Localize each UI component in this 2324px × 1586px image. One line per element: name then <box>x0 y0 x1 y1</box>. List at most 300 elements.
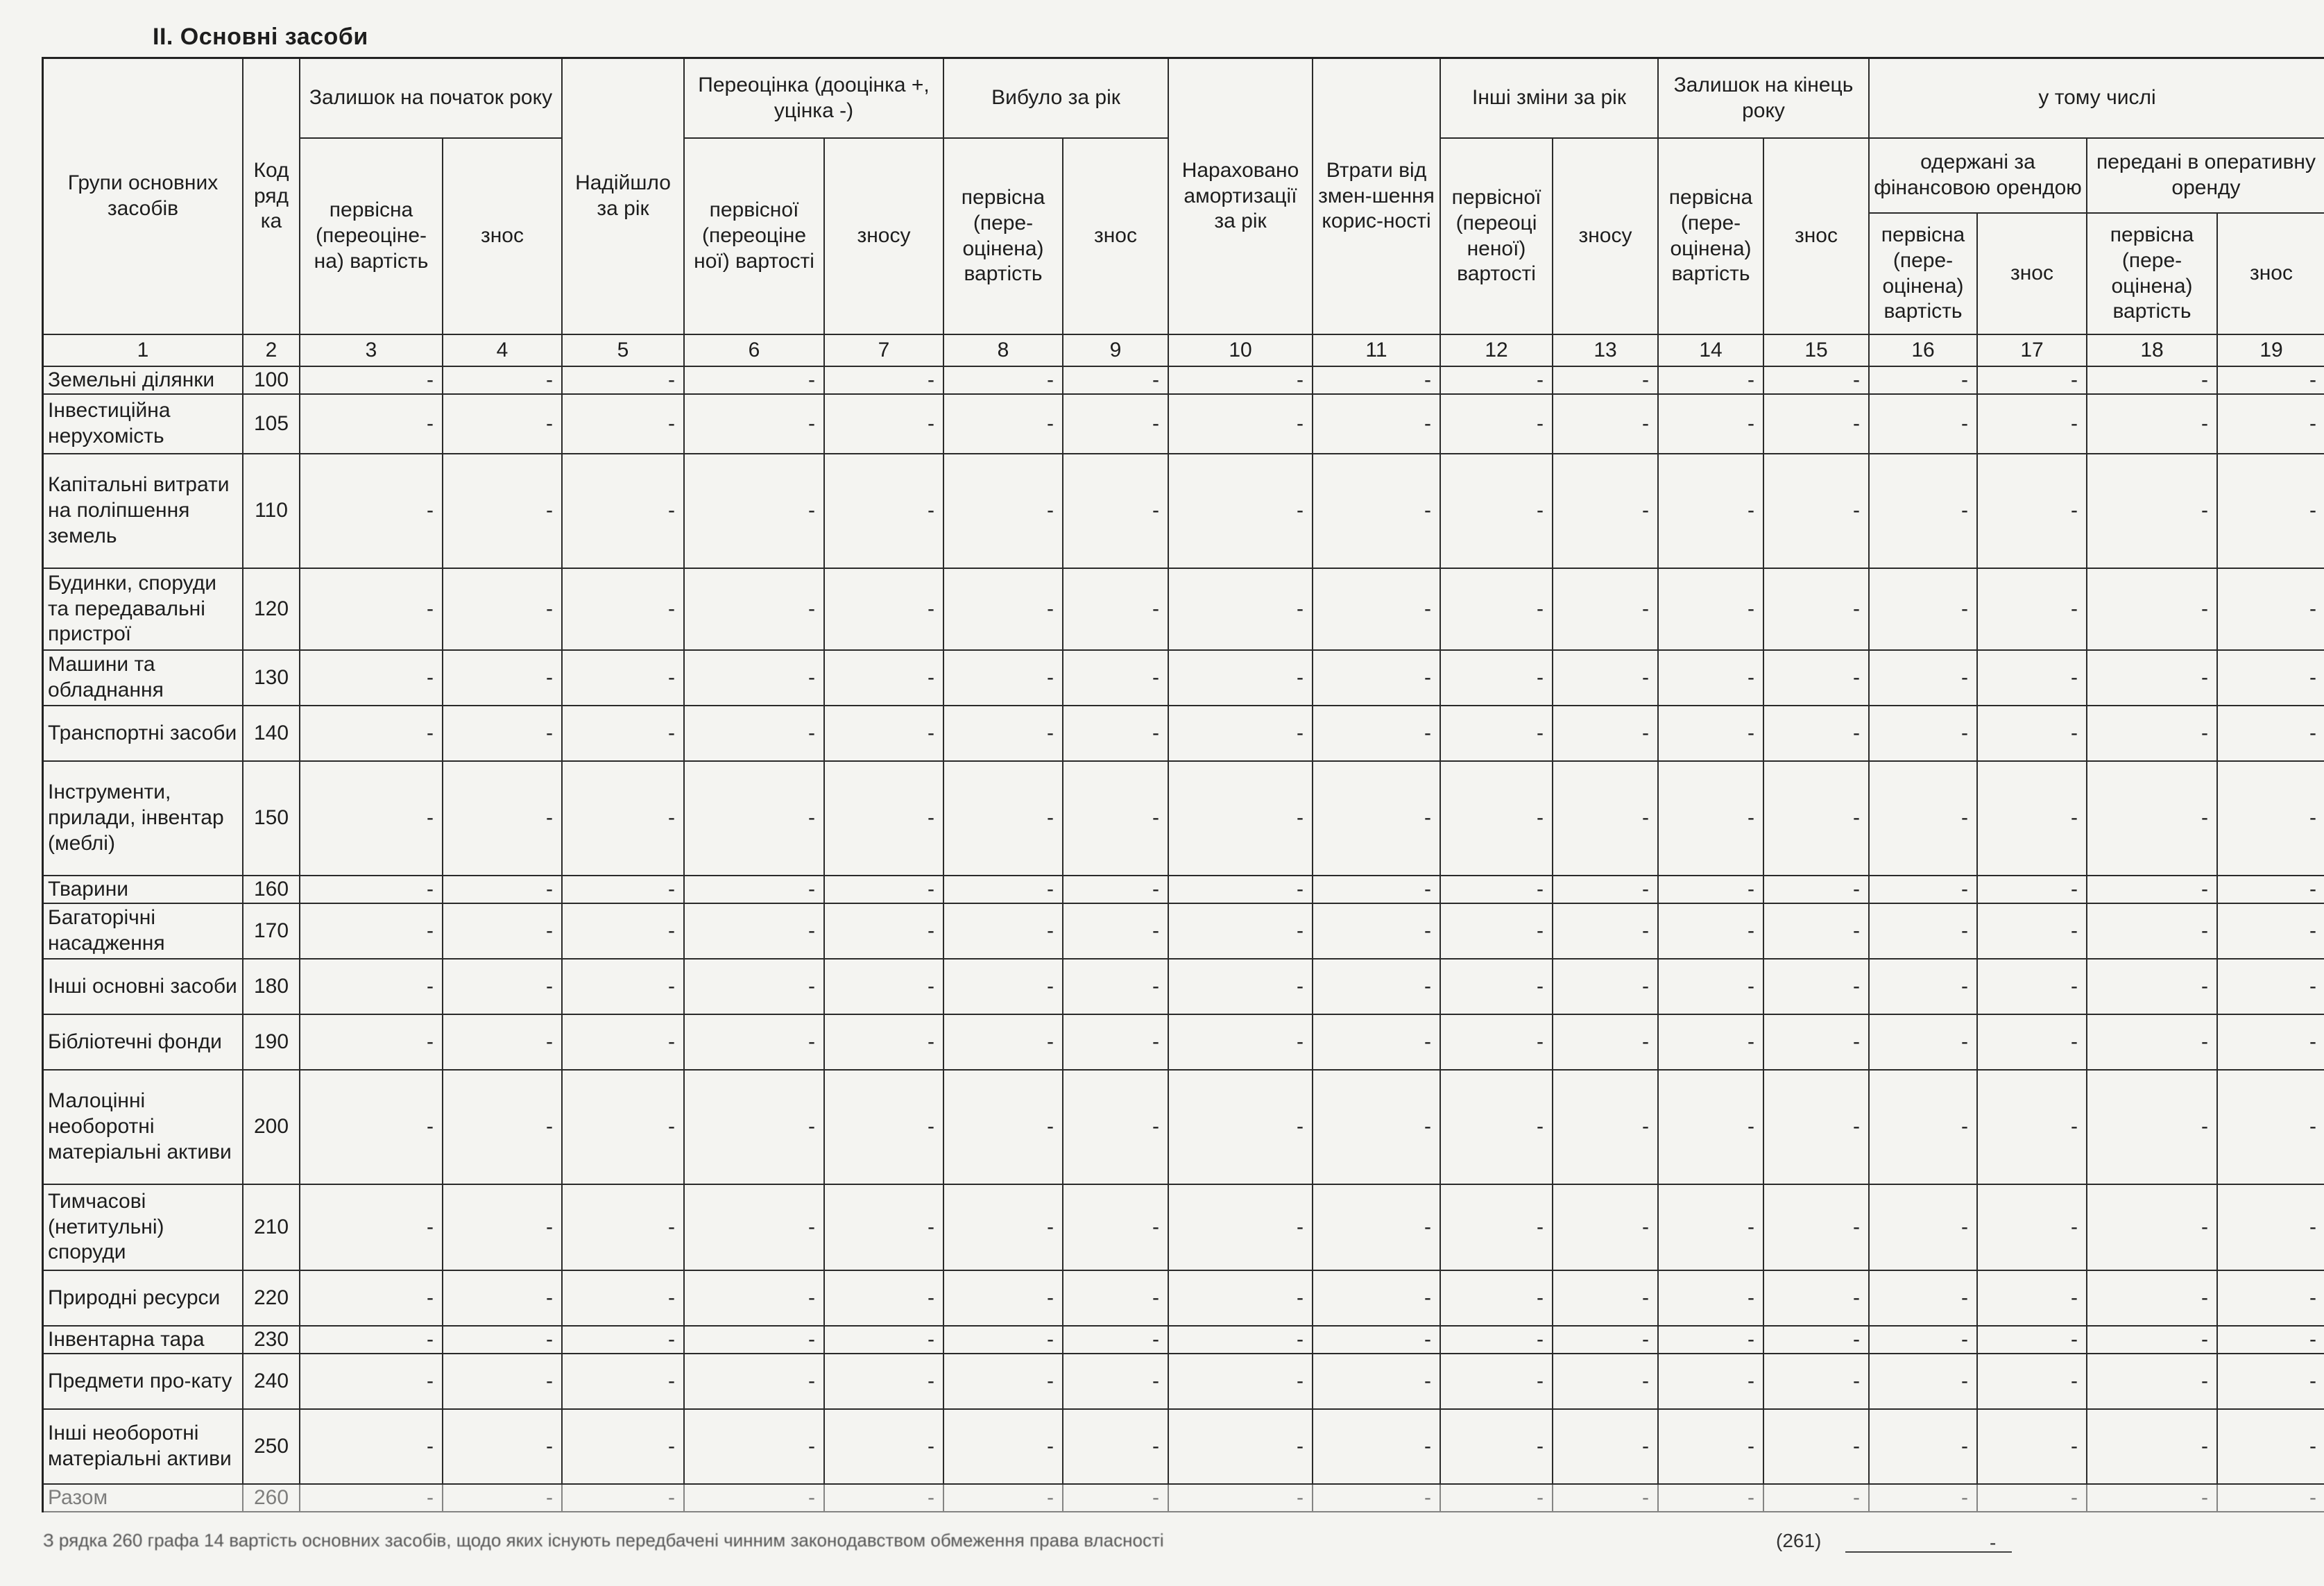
table-cell: - <box>1978 706 2087 762</box>
table-cell: - <box>1978 367 2087 395</box>
table-cell: - <box>685 1354 825 1410</box>
table-cell: - <box>825 1015 944 1071</box>
table-cell: - <box>944 1485 1063 1512</box>
row-code: 260 <box>243 1485 300 1512</box>
table-cell: - <box>685 651 825 706</box>
table-cell: - <box>1870 395 1978 454</box>
table-cell: - <box>300 1071 443 1185</box>
header-including: у тому числі <box>1870 59 2324 139</box>
table-cell: - <box>1659 1485 1764 1512</box>
table-cell: - <box>2087 395 2218 454</box>
table-cell: - <box>563 1071 685 1185</box>
table-cell: - <box>1870 367 1978 395</box>
column-number: 5 <box>563 335 685 367</box>
table-cell: - <box>563 1015 685 1071</box>
table-cell: - <box>1169 1354 1313 1410</box>
header-groups: Групи основних засобів <box>44 59 243 335</box>
table-cell: - <box>825 1485 944 1512</box>
table-cell: - <box>1313 960 1441 1015</box>
table-cell: - <box>944 395 1063 454</box>
table-cell: - <box>1169 762 1313 876</box>
table-cell: - <box>563 1271 685 1327</box>
table-cell: - <box>1764 762 1870 876</box>
table-cell: - <box>1553 1015 1659 1071</box>
table-cell: - <box>563 1327 685 1354</box>
table-cell: - <box>1978 1071 2087 1185</box>
table-cell: - <box>944 1185 1063 1271</box>
row-code: 240 <box>243 1354 300 1410</box>
table-cell: - <box>563 904 685 960</box>
table-cell: - <box>2087 1354 2218 1410</box>
table-cell: - <box>1978 960 2087 1015</box>
table-cell: - <box>1063 454 1169 569</box>
table-cell: - <box>1659 1185 1764 1271</box>
row-label: Машини та обладнання <box>44 651 243 706</box>
table-cell: - <box>1169 1015 1313 1071</box>
table-cell: - <box>1441 1015 1553 1071</box>
table-cell: - <box>1659 904 1764 960</box>
table-cell: - <box>1063 876 1169 904</box>
table-cell: - <box>2087 876 2218 904</box>
table-cell: - <box>1553 706 1659 762</box>
table-cell: - <box>825 1354 944 1410</box>
table-cell: - <box>443 1327 563 1354</box>
table-cell: - <box>2218 1271 2324 1327</box>
table-cell: - <box>443 1015 563 1071</box>
table-cell: - <box>1978 651 2087 706</box>
table-cell: - <box>300 706 443 762</box>
column-number: 8 <box>944 335 1063 367</box>
table-cell: - <box>563 454 685 569</box>
table-cell: - <box>2087 1327 2218 1354</box>
table-cell: - <box>443 960 563 1015</box>
header-amortization: Нараховано амортизації за рік <box>1169 59 1313 335</box>
column-number: 18 <box>2087 335 2218 367</box>
table-cell: - <box>944 1015 1063 1071</box>
table-cell: - <box>1553 904 1659 960</box>
table-cell: - <box>300 960 443 1015</box>
table-cell: - <box>563 395 685 454</box>
table-cell: - <box>1978 1015 2087 1071</box>
table-cell: - <box>1553 1410 1659 1485</box>
table-cell: - <box>2087 762 2218 876</box>
table-cell: - <box>1169 876 1313 904</box>
table-cell: - <box>1764 1271 1870 1327</box>
table-cell: - <box>1313 395 1441 454</box>
table-cell: - <box>1870 706 1978 762</box>
table-cell: - <box>1169 1485 1313 1512</box>
table-cell: - <box>944 1327 1063 1354</box>
table-cell: - <box>2087 651 2218 706</box>
header-other-changes: Інші зміни за рік <box>1441 59 1659 139</box>
table-cell: - <box>2087 367 2218 395</box>
table-cell: - <box>1441 1327 1553 1354</box>
table-cell: - <box>1553 569 1659 651</box>
table-cell: - <box>443 569 563 651</box>
table-cell: - <box>443 1354 563 1410</box>
table-cell: - <box>1313 1185 1441 1271</box>
table-cell: - <box>1870 1271 1978 1327</box>
table-cell: - <box>944 762 1063 876</box>
table-cell: - <box>1313 454 1441 569</box>
table-cell: - <box>685 569 825 651</box>
table-cell: - <box>1441 1485 1553 1512</box>
table-cell: - <box>1764 1071 1870 1185</box>
column-number: 4 <box>443 335 563 367</box>
table-cell: - <box>1169 367 1313 395</box>
table-cell: - <box>1063 1327 1169 1354</box>
table-cell: - <box>1441 1185 1553 1271</box>
table-cell: - <box>1659 876 1764 904</box>
table-cell: - <box>1764 1327 1870 1354</box>
row-code: 110 <box>243 454 300 569</box>
table-cell: - <box>1870 1354 1978 1410</box>
table-cell: - <box>1441 706 1553 762</box>
table-cell: - <box>1978 876 2087 904</box>
table-cell: - <box>1441 651 1553 706</box>
table-cell: - <box>2218 1071 2324 1185</box>
table-cell: - <box>443 876 563 904</box>
table-cell: - <box>825 367 944 395</box>
table-cell: - <box>1978 569 2087 651</box>
table-cell: - <box>1441 367 1553 395</box>
table-cell: - <box>1659 1410 1764 1485</box>
header-disp-initial: первісна (пере-оцінена) вартість <box>944 139 1063 335</box>
header-disp-wear: знос <box>1063 139 1169 335</box>
table-cell: - <box>300 1327 443 1354</box>
header-start-balance: Залишок на початок року <box>300 59 563 139</box>
table-cell: - <box>685 1410 825 1485</box>
table-cell: - <box>2218 762 2324 876</box>
column-number: 10 <box>1169 335 1313 367</box>
table-cell: - <box>1063 1071 1169 1185</box>
table-cell: - <box>1313 706 1441 762</box>
header-code: Код ряд ка <box>243 59 300 335</box>
header-reval-wear: зносу <box>825 139 944 335</box>
table-cell: - <box>1764 1015 1870 1071</box>
table-cell: - <box>944 454 1063 569</box>
table-cell: - <box>1063 960 1169 1015</box>
table-cell: - <box>563 706 685 762</box>
table-cell: - <box>685 960 825 1015</box>
table-cell: - <box>1313 1015 1441 1071</box>
table-cell: - <box>300 454 443 569</box>
row-code: 100 <box>243 367 300 395</box>
column-number: 2 <box>243 335 300 367</box>
table-cell: - <box>2218 1485 2324 1512</box>
row-label: Інвентарна тара <box>44 1327 243 1354</box>
footnote-code: (261) <box>1776 1530 1822 1551</box>
table-cell: - <box>1659 1071 1764 1185</box>
row-code: 140 <box>243 706 300 762</box>
table-cell: - <box>1870 454 1978 569</box>
table-cell: - <box>1441 876 1553 904</box>
row-label: Земельні ділянки <box>44 367 243 395</box>
row-code: 210 <box>243 1185 300 1271</box>
table-cell: - <box>1313 367 1441 395</box>
table-cell: - <box>825 1071 944 1185</box>
table-cell: - <box>944 960 1063 1015</box>
table-cell: - <box>944 1410 1063 1485</box>
table-cell: - <box>443 762 563 876</box>
table-cell: - <box>944 876 1063 904</box>
table-cell: - <box>825 904 944 960</box>
table-cell: - <box>443 904 563 960</box>
table-cell: - <box>1553 454 1659 569</box>
table-cell: - <box>1553 395 1659 454</box>
table-cell: - <box>1553 1485 1659 1512</box>
table-cell: - <box>1441 1354 1553 1410</box>
table-cell: - <box>1553 651 1659 706</box>
table-cell: - <box>2218 1185 2324 1271</box>
table-cell: - <box>1441 454 1553 569</box>
header-received: Надійшло за рік <box>563 59 685 335</box>
table-cell: - <box>1659 651 1764 706</box>
header-fin-lease: одержані за фінансовою орендою <box>1870 139 2087 214</box>
table-cell: - <box>2087 1071 2218 1185</box>
header-end-balance: Залишок на кінець року <box>1659 59 1870 139</box>
table-cell: - <box>2087 1015 2218 1071</box>
table-cell: - <box>1553 1071 1659 1185</box>
table-cell: - <box>1978 1485 2087 1512</box>
column-number: 16 <box>1870 335 1978 367</box>
header-other-initial: первісної (переоці неної) вартості <box>1441 139 1553 335</box>
table-cell: - <box>1659 367 1764 395</box>
table-cell: - <box>685 1185 825 1271</box>
table-cell: - <box>1313 1327 1441 1354</box>
table-cell: - <box>2087 569 2218 651</box>
footnote-value-line <box>1845 1551 2012 1553</box>
table-cell: - <box>1553 1354 1659 1410</box>
column-number: 3 <box>300 335 443 367</box>
table-cell: - <box>1978 1185 2087 1271</box>
table-cell: - <box>1978 1271 2087 1327</box>
table-cell: - <box>1313 1485 1441 1512</box>
table-cell: - <box>1063 904 1169 960</box>
table-cell: - <box>1553 762 1659 876</box>
table-cell: - <box>300 1271 443 1327</box>
table-cell: - <box>300 1485 443 1512</box>
row-label: Предмети про-кату <box>44 1354 243 1410</box>
table-cell: - <box>685 876 825 904</box>
table-cell: - <box>1870 1015 1978 1071</box>
table-cell: - <box>1553 1327 1659 1354</box>
table-cell: - <box>443 367 563 395</box>
table-cell: - <box>300 569 443 651</box>
table-cell: - <box>1313 1354 1441 1410</box>
table-cell: - <box>1063 1271 1169 1327</box>
table-cell: - <box>2218 706 2324 762</box>
table-cell: - <box>1764 1485 1870 1512</box>
table-cell: - <box>1169 1327 1313 1354</box>
table-cell: - <box>1063 1015 1169 1071</box>
row-label: Інвестиційна нерухомість <box>44 395 243 454</box>
table-cell: - <box>1063 1410 1169 1485</box>
table-cell: - <box>2218 1327 2324 1354</box>
table-cell: - <box>1553 367 1659 395</box>
table-cell: - <box>685 1071 825 1185</box>
table-cell: - <box>1313 904 1441 960</box>
table-cell: - <box>944 1071 1063 1185</box>
table-cell: - <box>563 1185 685 1271</box>
row-code: 230 <box>243 1327 300 1354</box>
table-cell: - <box>1764 960 1870 1015</box>
table-cell: - <box>1659 395 1764 454</box>
row-code: 150 <box>243 762 300 876</box>
table-cell: - <box>825 651 944 706</box>
table-cell: - <box>1169 1071 1313 1185</box>
table-cell: - <box>1659 762 1764 876</box>
table-cell: - <box>1870 1485 1978 1512</box>
header-losses: Втрати від змен-шення корис-ності <box>1313 59 1441 335</box>
row-label: Тимчасові (нетитульні) споруди <box>44 1185 243 1271</box>
column-number: 15 <box>1764 335 1870 367</box>
row-code: 220 <box>243 1271 300 1327</box>
row-code: 190 <box>243 1015 300 1071</box>
table-cell: - <box>1978 454 2087 569</box>
row-label: Бібліотечні фонди <box>44 1015 243 1071</box>
table-cell: - <box>1313 569 1441 651</box>
row-label: Тварини <box>44 876 243 904</box>
table-cell: - <box>825 1410 944 1485</box>
table-cell: - <box>1063 569 1169 651</box>
table-cell: - <box>1764 1185 1870 1271</box>
row-code: 200 <box>243 1071 300 1185</box>
table-cell: - <box>2087 904 2218 960</box>
table-cell: - <box>2087 706 2218 762</box>
table-cell: - <box>1169 904 1313 960</box>
table-cell: - <box>1870 651 1978 706</box>
row-label: Багаторічні насадження <box>44 904 243 960</box>
table-cell: - <box>1313 651 1441 706</box>
table-cell: - <box>443 1185 563 1271</box>
header-op-lease: передані в оперативну оренду <box>2087 139 2324 214</box>
table-cell: - <box>1978 1354 2087 1410</box>
table-cell: - <box>443 1410 563 1485</box>
table-cell: - <box>1764 395 1870 454</box>
table-cell: - <box>825 454 944 569</box>
table-cell: - <box>2218 876 2324 904</box>
column-number: 12 <box>1441 335 1553 367</box>
table-cell: - <box>1313 762 1441 876</box>
table-cell: - <box>443 651 563 706</box>
table-cell: - <box>1870 960 1978 1015</box>
table-cell: - <box>1441 1071 1553 1185</box>
table-cell: - <box>2218 651 2324 706</box>
header-other-wear: зносу <box>1553 139 1659 335</box>
table-cell: - <box>1870 1410 1978 1485</box>
table-cell: - <box>443 1071 563 1185</box>
table-cell: - <box>1764 651 1870 706</box>
table-cell: - <box>1659 1271 1764 1327</box>
table-cell: - <box>1063 1354 1169 1410</box>
table-cell: - <box>1313 1271 1441 1327</box>
table-cell: - <box>685 1015 825 1071</box>
row-label: Капітальні витрати на поліпшення земель <box>44 454 243 569</box>
row-label: Транспортні засоби <box>44 706 243 762</box>
table-cell: - <box>1870 1071 1978 1185</box>
table-cell: - <box>563 1485 685 1512</box>
table-cell: - <box>300 367 443 395</box>
table-cell: - <box>1063 706 1169 762</box>
table-cell: - <box>563 1354 685 1410</box>
table-cell: - <box>1764 1354 1870 1410</box>
column-number: 1 <box>44 335 243 367</box>
table-cell: - <box>1870 1185 1978 1271</box>
table-cell: - <box>944 706 1063 762</box>
table-cell: - <box>1870 569 1978 651</box>
table-cell: - <box>1978 395 2087 454</box>
table-cell: - <box>1441 1271 1553 1327</box>
table-cell: - <box>1659 1354 1764 1410</box>
table-cell: - <box>1063 1185 1169 1271</box>
table-cell: - <box>1978 1410 2087 1485</box>
table-cell: - <box>1870 904 1978 960</box>
table-cell: - <box>1764 454 1870 569</box>
table-cell: - <box>825 569 944 651</box>
table-cell: - <box>2218 454 2324 569</box>
table-cell: - <box>1553 1271 1659 1327</box>
table-cell: - <box>1063 651 1169 706</box>
table-cell: - <box>1063 367 1169 395</box>
table-cell: - <box>1441 960 1553 1015</box>
table-cell: - <box>1978 1327 2087 1354</box>
table-cell: - <box>825 706 944 762</box>
header-fin-wear: знос <box>1978 214 2087 335</box>
column-number: 17 <box>1978 335 2087 367</box>
table-cell: - <box>685 454 825 569</box>
column-number: 9 <box>1063 335 1169 367</box>
table-cell: - <box>1978 904 2087 960</box>
table-cell: - <box>300 1015 443 1071</box>
table-cell: - <box>2087 1271 2218 1327</box>
table-cell: - <box>563 1410 685 1485</box>
table-cell: - <box>685 1485 825 1512</box>
header-revaluation: Переоцінка (дооцінка +, уцінка -) <box>685 59 944 139</box>
row-code: 250 <box>243 1410 300 1485</box>
table-cell: - <box>2218 1354 2324 1410</box>
table-cell: - <box>1169 569 1313 651</box>
table-cell: - <box>1441 569 1553 651</box>
row-label: Інші основні засоби <box>44 960 243 1015</box>
table-cell: - <box>825 762 944 876</box>
table-cell: - <box>443 454 563 569</box>
table-cell: - <box>1313 1071 1441 1185</box>
table-cell: - <box>1870 762 1978 876</box>
table-cell: - <box>563 569 685 651</box>
table-cell: - <box>1313 876 1441 904</box>
column-number: 13 <box>1553 335 1659 367</box>
table-cell: - <box>563 762 685 876</box>
table-cell: - <box>1870 1327 1978 1354</box>
table-cell: - <box>1764 876 1870 904</box>
table-cell: - <box>1169 651 1313 706</box>
table-cell: - <box>1169 960 1313 1015</box>
table-cell: - <box>300 876 443 904</box>
table-cell: - <box>825 1185 944 1271</box>
table-cell: - <box>563 960 685 1015</box>
table-cell: - <box>1313 1410 1441 1485</box>
table-cell: - <box>2087 1410 2218 1485</box>
column-number: 14 <box>1659 335 1764 367</box>
table-cell: - <box>1659 569 1764 651</box>
table-cell: - <box>300 1410 443 1485</box>
table-cell: - <box>1659 1327 1764 1354</box>
table-cell: - <box>685 367 825 395</box>
table-cell: - <box>1553 876 1659 904</box>
table-cell: - <box>1441 1410 1553 1485</box>
table-cell: - <box>1978 762 2087 876</box>
